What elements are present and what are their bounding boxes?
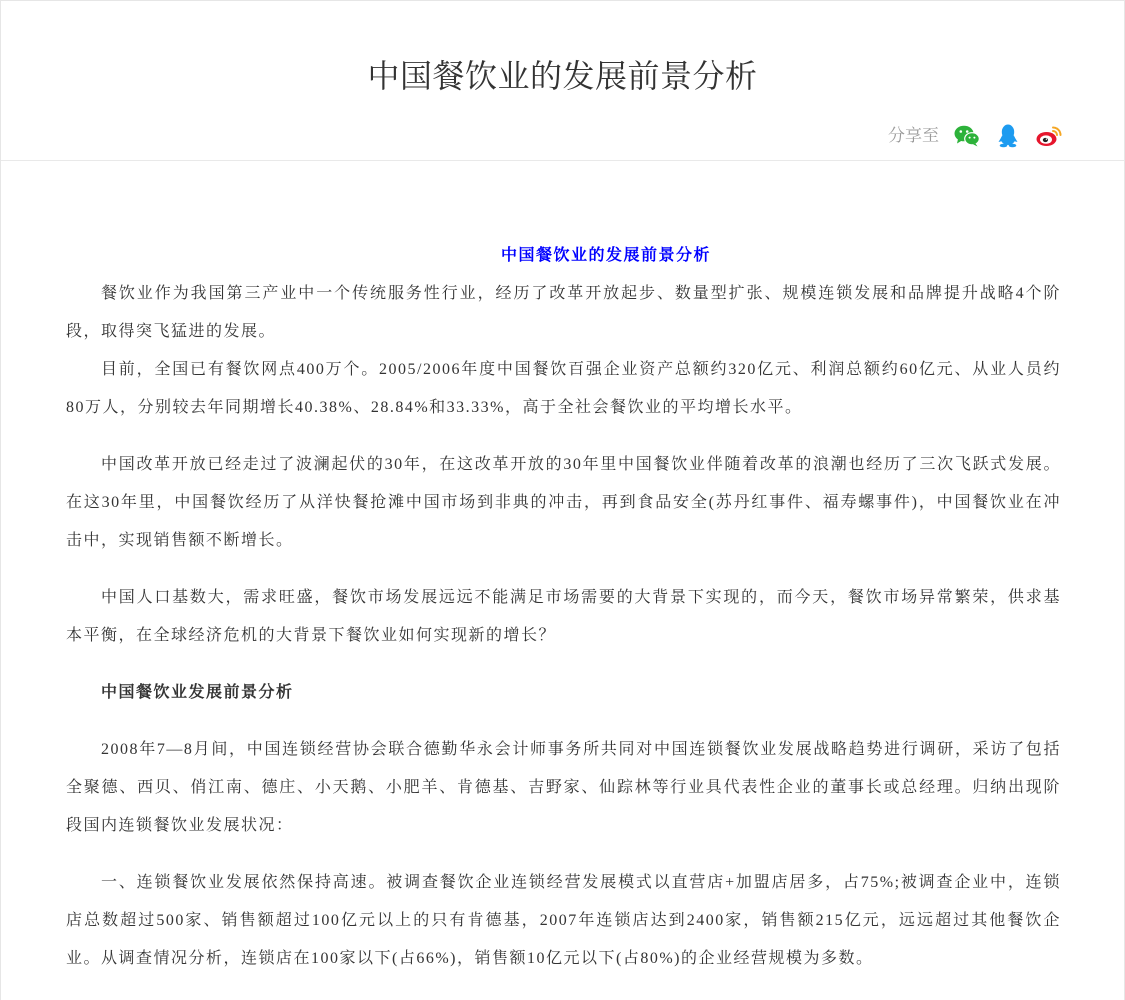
page-header bbox=[1, 1, 1124, 161]
article-paragraph: 一、连锁餐饮业发展依然保持高速。被调查餐饮企业连锁经营发展模式以直营店+加盟店居多，占75%;被调查企业中，连锁店总数超过500家、销售额超过100亿元以上的只有肯德基，2007年连锁店达到2400家，销售额215亿元，远远超过其他餐饮企业。从调查情况分析，连锁店在100家以下(占66%)，销售额10亿元以下(占80%)的企业经营规模为多数。 bbox=[66, 874, 1061, 967]
qq-icon[interactable] bbox=[995, 124, 1021, 148]
wechat-icon[interactable] bbox=[954, 124, 980, 148]
section-heading: 中国餐饮业发展前景分析 bbox=[101, 684, 294, 701]
article-paragraph: 2008年7—8月间，中国连锁经营协会联合德勤华永会计师事务所共同对中国连锁餐饮业发展战略趋势进行调研，采访了包括全聚德、西贝、俏江南、德庄、小天鹅、小肥羊、肯德基、吉野家、仙踪林等行业具代表性企业的董事长或总经理。归纳出现阶段国内连锁餐饮业发展状况： bbox=[66, 741, 1061, 834]
article-paragraph: 餐饮业作为我国第三产业中一个传统服务性行业，经历了改革开放起步、数量型扩张、规模连锁发展和品牌提升战略4个阶段，取得突飞猛进的发展。 bbox=[66, 285, 1061, 340]
article-paragraph: 中国改革开放已经走过了波澜起伏的30年，在这改革开放的30年里中国餐饮业伴随着改革的浪潮也经历了三次飞跃式发展。在这30年里，中国餐饮经历了从洋快餐抢滩中国市场到非典的冲击，再到食品安全(苏丹红事件、福寿螺事件)，中国餐饮业在冲击中，实现销售额不断增长。 bbox=[66, 456, 1061, 549]
article-body bbox=[66, 161, 1061, 978]
page-title: 中国餐饮业的发展前景分析 bbox=[367, 58, 758, 94]
weibo-icon[interactable] bbox=[1036, 124, 1062, 148]
article-paragraph: 目前，全国已有餐饮网点400万个。2005/2006年度中国餐饮百强企业资产总额约320亿元、利润总额约60亿元、从业人员约80万人，分别较去年同期增长40.38%、28.84%和33.33%，高于全社会餐饮业的平均增长水平。 bbox=[66, 361, 1061, 416]
share-label: 分享至 bbox=[888, 126, 939, 145]
article-paragraph: 中国人口基数大，需求旺盛，餐饮市场发展远远不能满足市场需要的大背景下实现的，而今天，餐饮市场异常繁荣，供求基本平衡，在全球经济危机的大背景下餐饮业如何实现新的增长？ bbox=[66, 589, 1061, 644]
share-bar bbox=[888, 123, 1062, 149]
article-heading: 中国餐饮业的发展前景分析 bbox=[500, 247, 711, 264]
